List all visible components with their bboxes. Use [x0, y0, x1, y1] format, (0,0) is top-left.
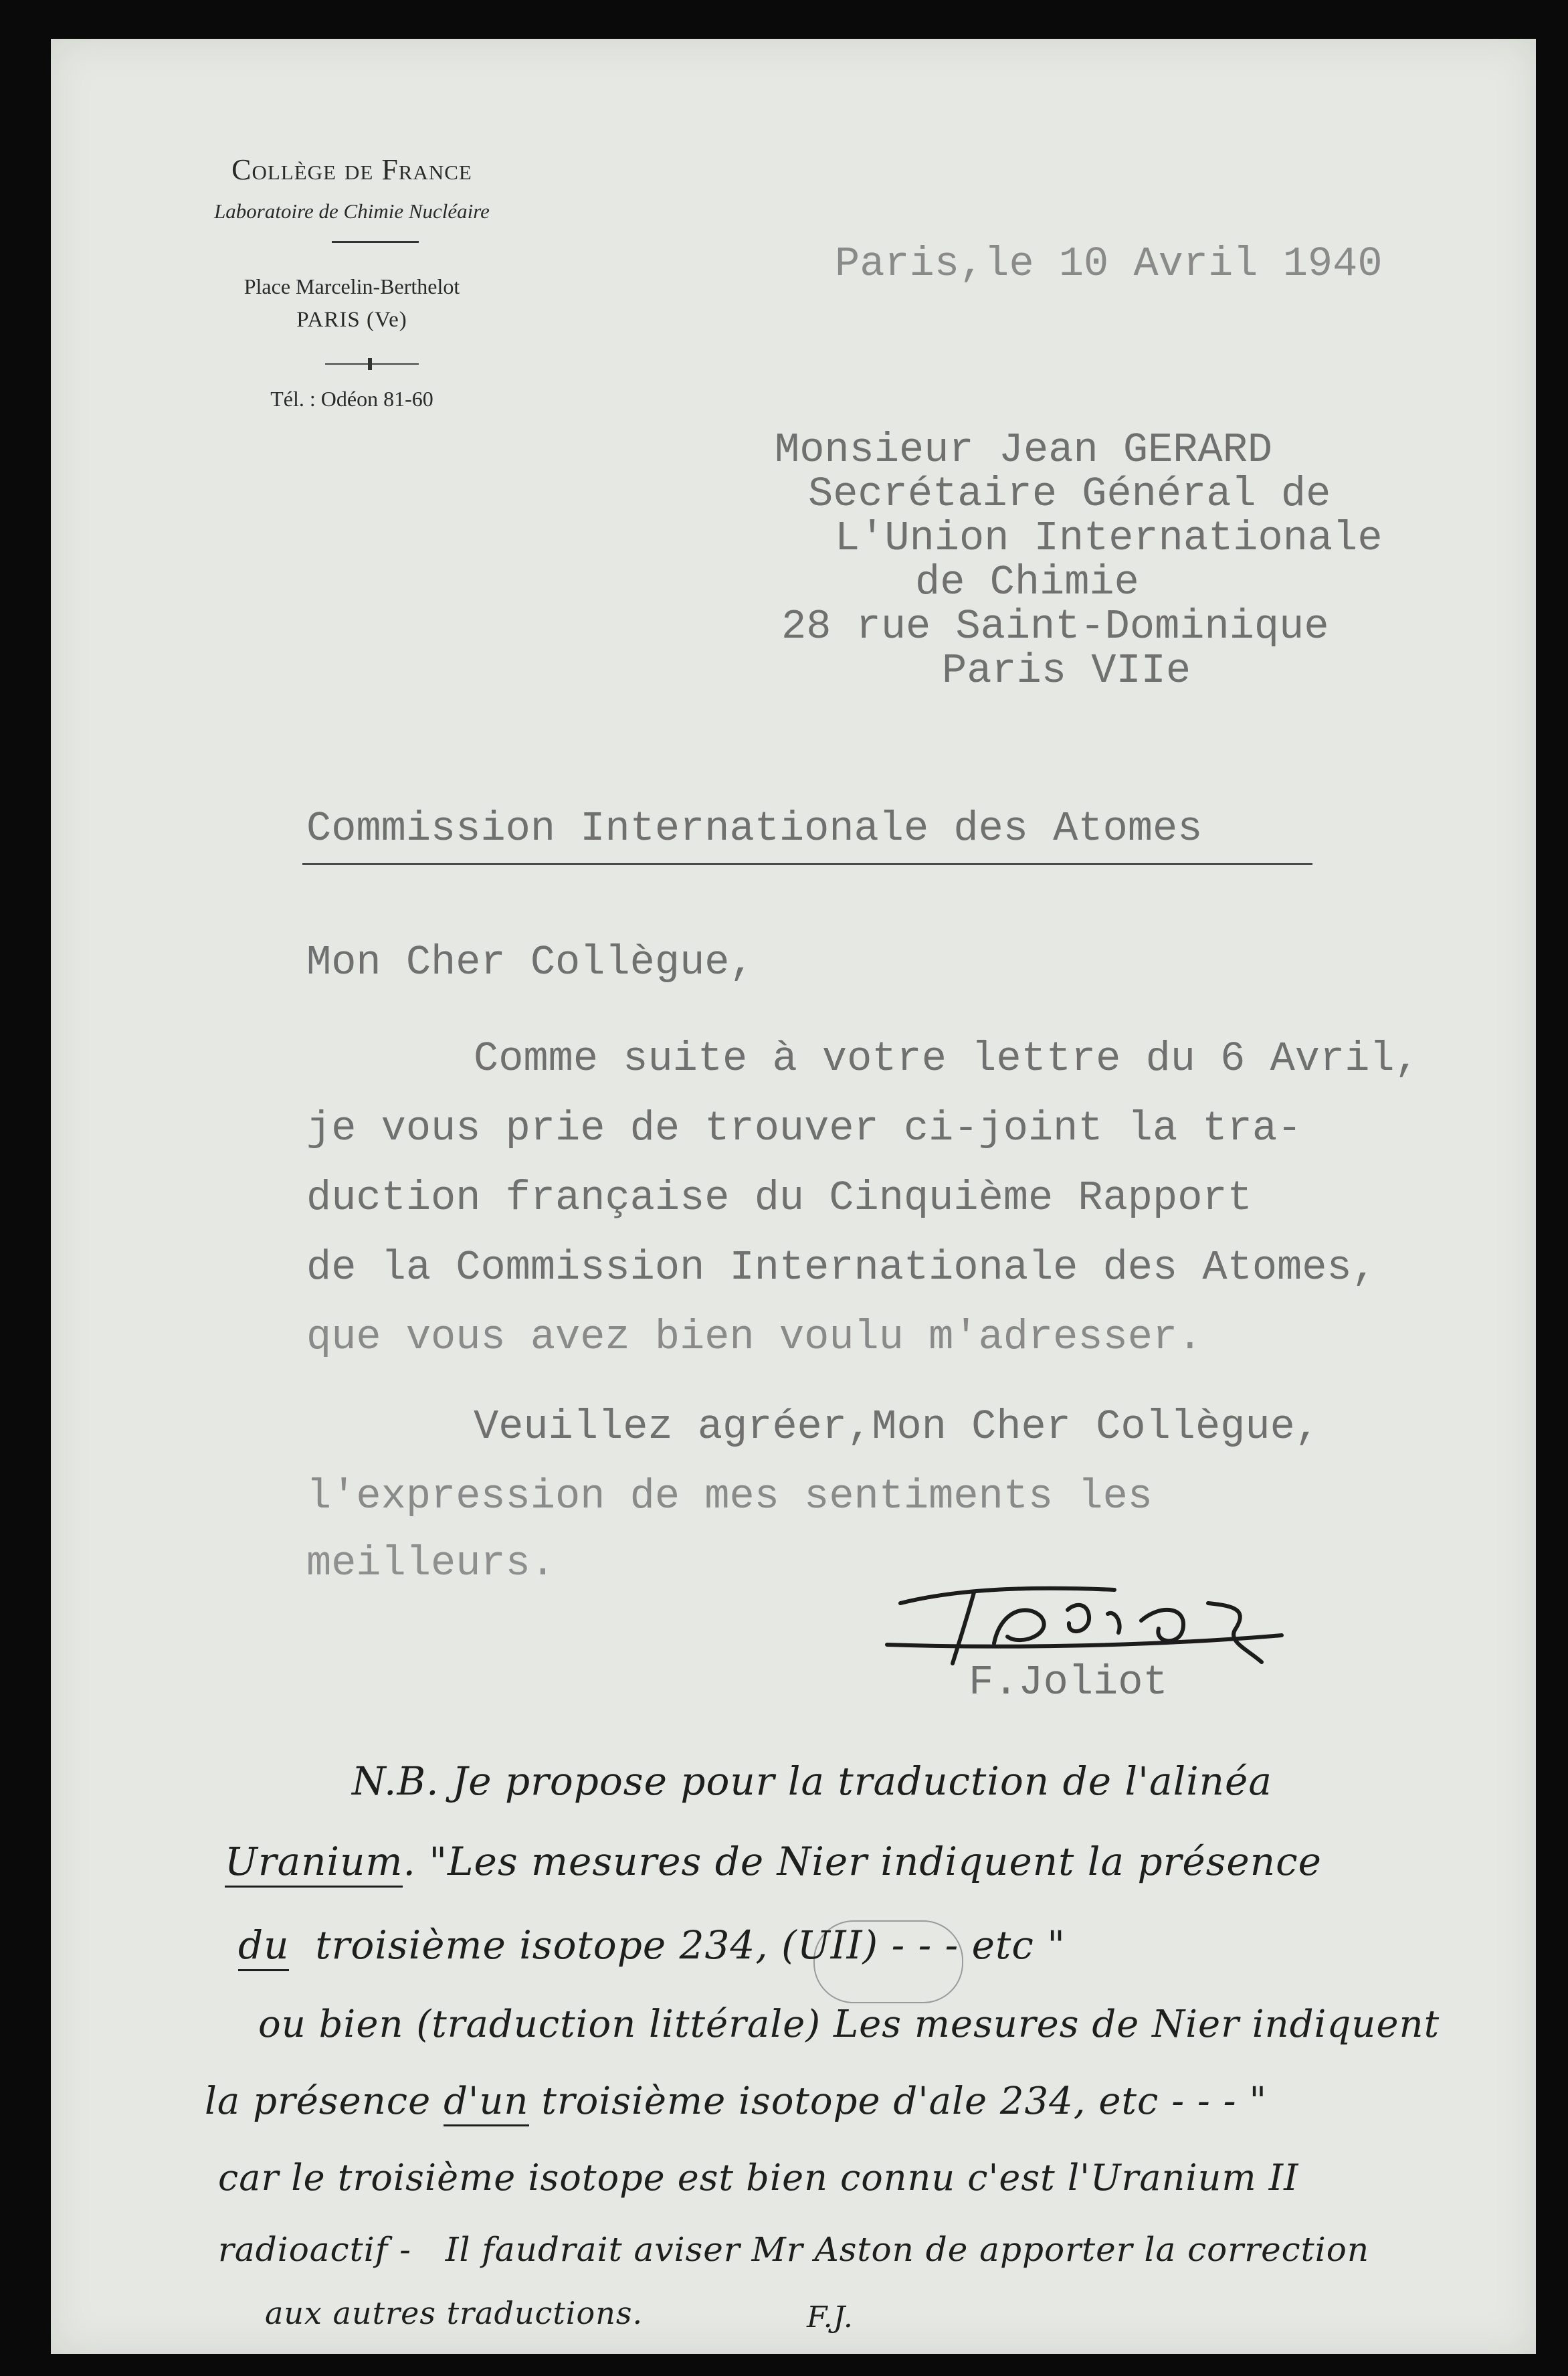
body-line: l'expression de mes sentiments les [306, 1473, 1153, 1520]
note-line: ou bien (traduction littérale) Les mesures de Nier indiquent [258, 2003, 1440, 2046]
note-line-text: troisième isotope 234, (UII) - - - etc " [315, 1922, 1066, 1968]
letterhead-divider [332, 241, 419, 243]
subject-underline [302, 863, 1312, 865]
recipient-line: L'Union Internationale [835, 515, 1383, 562]
note-underlined-word: d'un [444, 2080, 528, 2126]
note-line-text: . "Les mesures de Nier indiquent la présence [403, 1839, 1322, 1884]
body-line: de la Commission Internationale des Atomes, [306, 1244, 1377, 1291]
recipient-line: Paris VIIe [942, 647, 1191, 695]
note-line-text: Il faudrait aviser Mr Aston de apporter la correction [445, 2230, 1370, 2269]
signature-name: F.Joliot [969, 1659, 1168, 1706]
letterhead-telephone: Tél. : Odéon 81-60 [270, 387, 433, 411]
note-initials: F.J. [807, 2300, 854, 2335]
letterhead-city: PARIS (Ve) [296, 308, 407, 332]
note-line-text: la présence [205, 2080, 431, 2123]
body-line: que vous avez bien voulu m'adresser. [306, 1313, 1203, 1361]
letter-date: Paris,le 10 Avril 1940 [835, 240, 1383, 288]
recipient-line: Monsieur Jean GERARD [775, 426, 1273, 474]
institution-name: Collège de France [231, 153, 472, 186]
recipient-line: 28 rue Saint-Dominique [781, 603, 1329, 650]
note-line [238, 1922, 1066, 1968]
note-underlined-word: Uranium [225, 1839, 403, 1888]
note-line: aux autres traductions. [265, 2295, 644, 2331]
letterhead-address: Place Marcelin-Berthelot [243, 274, 460, 298]
note-line-text: radioactif - [218, 2230, 412, 2269]
body-line: Comme suite à votre lettre du 6 Avril, [474, 1035, 1419, 1083]
recipient-line: Secrétaire Général de [808, 470, 1331, 518]
letterhead-ornament [325, 363, 419, 365]
note-line [218, 2230, 1369, 2269]
note-line [205, 2080, 1267, 2123]
letterhead-ornament-dot [368, 358, 372, 370]
body-line: je vous prie de trouver ci-joint la tra- [306, 1105, 1302, 1152]
note-line: car le troisième isotope est bien connu c'est l'Uranium II [218, 2157, 1299, 2199]
laboratory-name: Laboratoire de Chimie Nucléaire [214, 199, 490, 223]
letter-page [51, 39, 1536, 2354]
body-line: Veuillez agréer,Mon Cher Collègue, [474, 1403, 1320, 1451]
note-line-text: troisième isotope d'ale 234, etc - - - " [541, 2080, 1268, 2123]
recipient-line: de Chimie [915, 559, 1139, 606]
note-underlined-word: du [238, 1922, 289, 1971]
note-line: N.B. Je propose pour la traduction de l'alinéa [352, 1758, 1272, 1804]
body-line: duction française du Cinquième Rapport [306, 1174, 1252, 1222]
body-line: meilleurs. [306, 1540, 556, 1587]
subject-line: Commission Internationale des Atomes [306, 805, 1203, 852]
note-line [225, 1839, 1322, 1884]
salutation: Mon Cher Collègue, [306, 939, 755, 986]
